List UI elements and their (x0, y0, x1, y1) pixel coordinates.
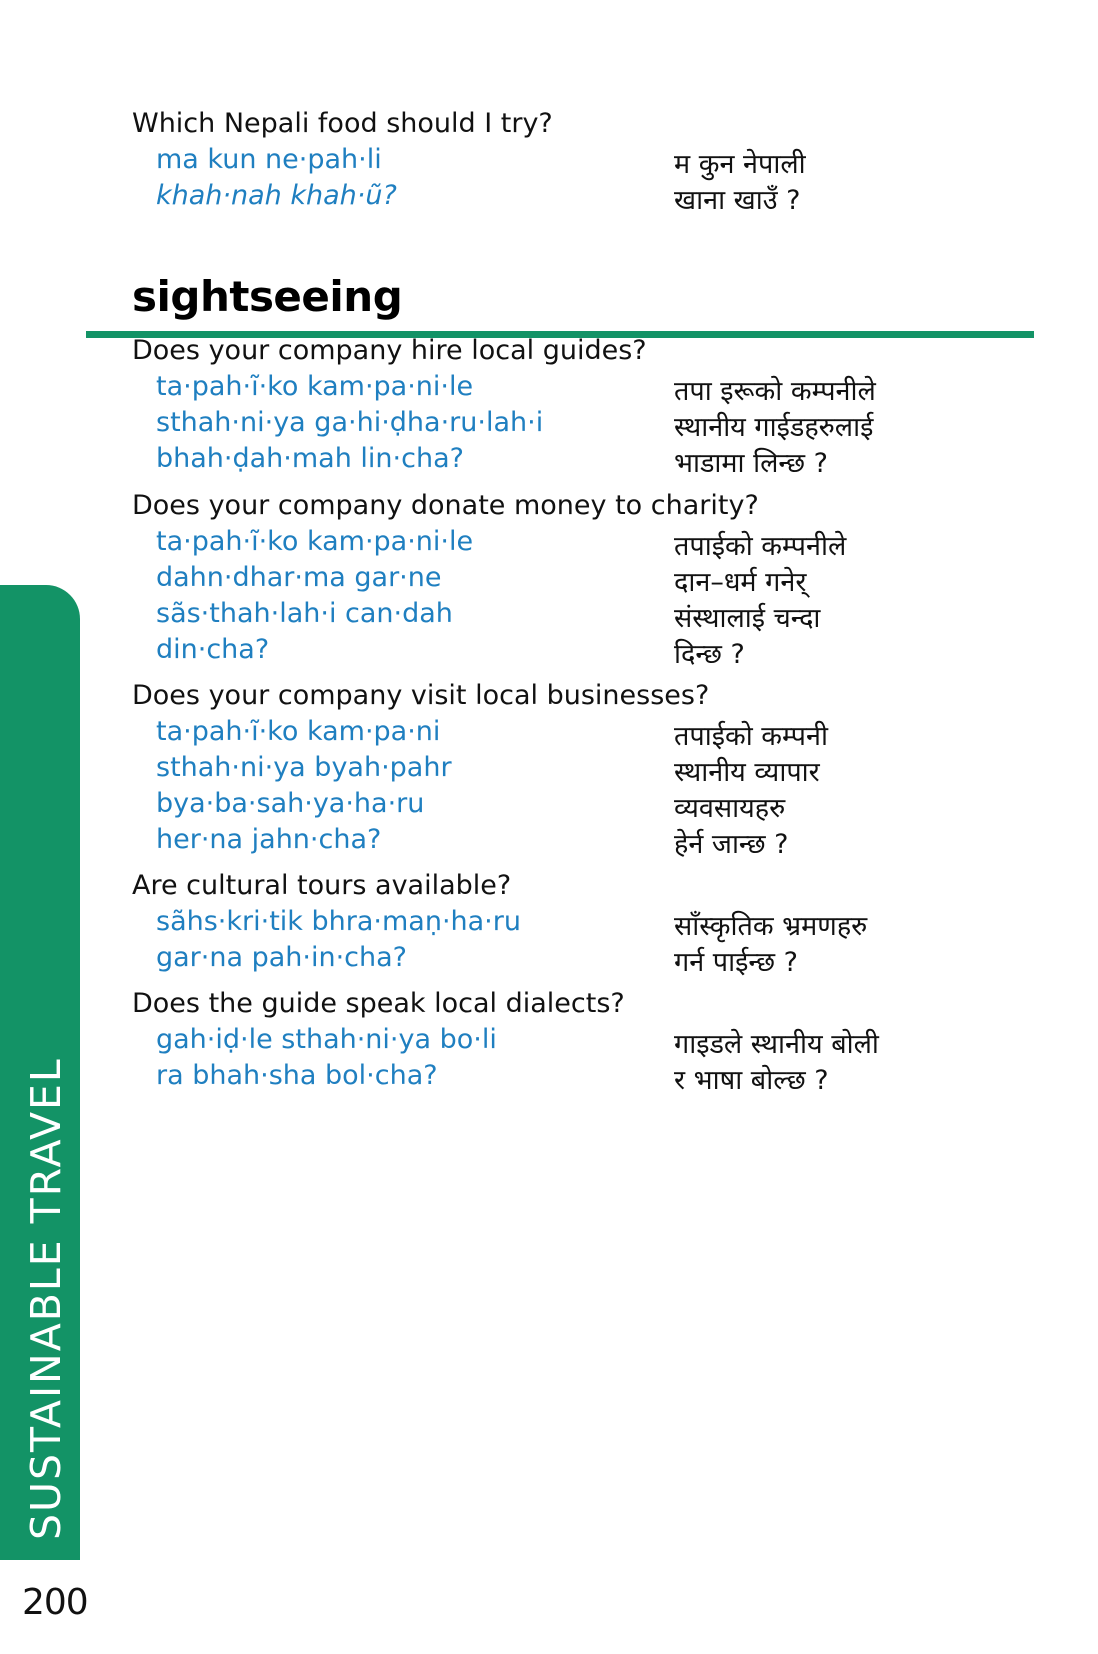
phrase-question: Does your company hire local guides? (132, 335, 647, 366)
transliteration-line: din·cha? (156, 634, 270, 665)
phrase-question: Does your company visit local businesses? (132, 680, 710, 711)
nepali-line: तपाईको कम्पनीले (674, 531, 847, 562)
nepali-line: गर्न पाईन्छ ? (674, 947, 798, 978)
phrase-question: Does your company donate money to charity? (132, 490, 759, 521)
nepali-line: म कुन नेपाली (674, 149, 806, 180)
nepali-line: तपाईको कम्पनी (674, 721, 828, 752)
phrase-question: Are cultural tours available? (132, 870, 512, 901)
transliteration-line: khah·nah khah·ũ? (156, 180, 397, 211)
chapter-side-label: SUSTAINABLE TRAVEL (22, 1057, 70, 1540)
nepali-line: हेर्न जान्छ ? (674, 829, 789, 860)
nepali-line: व्यवसायहरु (674, 793, 786, 824)
phrase-question: Does the guide speak local dialects? (132, 988, 625, 1019)
section-heading: sightseeing (132, 272, 403, 321)
nepali-line: खाना खाउँ ? (674, 185, 801, 216)
nepali-line: र भाषा बोल्छ ? (674, 1065, 829, 1096)
transliteration-line: sthah·ni·ya ga·hi·ḍha·ru·lah·i (156, 407, 544, 438)
transliteration-line: gah·iḍ·le sthah·ni·ya bo·li (156, 1024, 497, 1055)
transliteration-line: ta·pah·ĩ·ko kam·pa·ni·le (156, 371, 474, 402)
transliteration-line: bhah·ḍah·mah lin·cha? (156, 443, 464, 474)
nepali-line: साँस्कृतिक भ्रमणहरु (674, 911, 868, 942)
transliteration-line: gar·na pah·in·cha? (156, 942, 408, 973)
nepali-line: स्थानीय गाईडहरुलाई (674, 412, 874, 443)
transliteration-line: ma kun ne·pah·li (156, 144, 382, 175)
transliteration-line: sthah·ni·ya byah·pahr (156, 752, 452, 783)
nepali-line: तपा इरूको कम्पनीले (674, 376, 876, 407)
nepali-line: संस्थालाई चन्दा (674, 603, 821, 634)
transliteration-line: bya·ba·sah·ya·ha·ru (156, 788, 425, 819)
transliteration-line: her·na jahn·cha? (156, 824, 382, 855)
page-number: 200 (22, 1582, 88, 1623)
phrase-question: Which Nepali food should I try? (132, 108, 553, 139)
transliteration-line: sãhs·kri·tik bhra·maṇ·ha·ru (156, 906, 521, 937)
nepali-line: दान–धर्म गनेर् (674, 567, 807, 598)
transliteration-line: ra bhah·sha bol·cha? (156, 1060, 438, 1091)
nepali-line: भाडामा लिन्छ ? (674, 448, 828, 479)
nepali-line: दिन्छ ? (674, 639, 745, 670)
transliteration-line: ta·pah·ĩ·ko kam·pa·ni (156, 716, 441, 747)
transliteration-line: dahn·dhar·ma gar·ne (156, 562, 442, 593)
transliteration-line: ta·pah·ĩ·ko kam·pa·ni·le (156, 526, 474, 557)
nepali-line: गाइडले स्थानीय बोली (674, 1029, 879, 1060)
transliteration-line: sãs·thah·lah·i can·dah (156, 598, 453, 629)
nepali-line: स्थानीय व्यापार (674, 757, 820, 788)
